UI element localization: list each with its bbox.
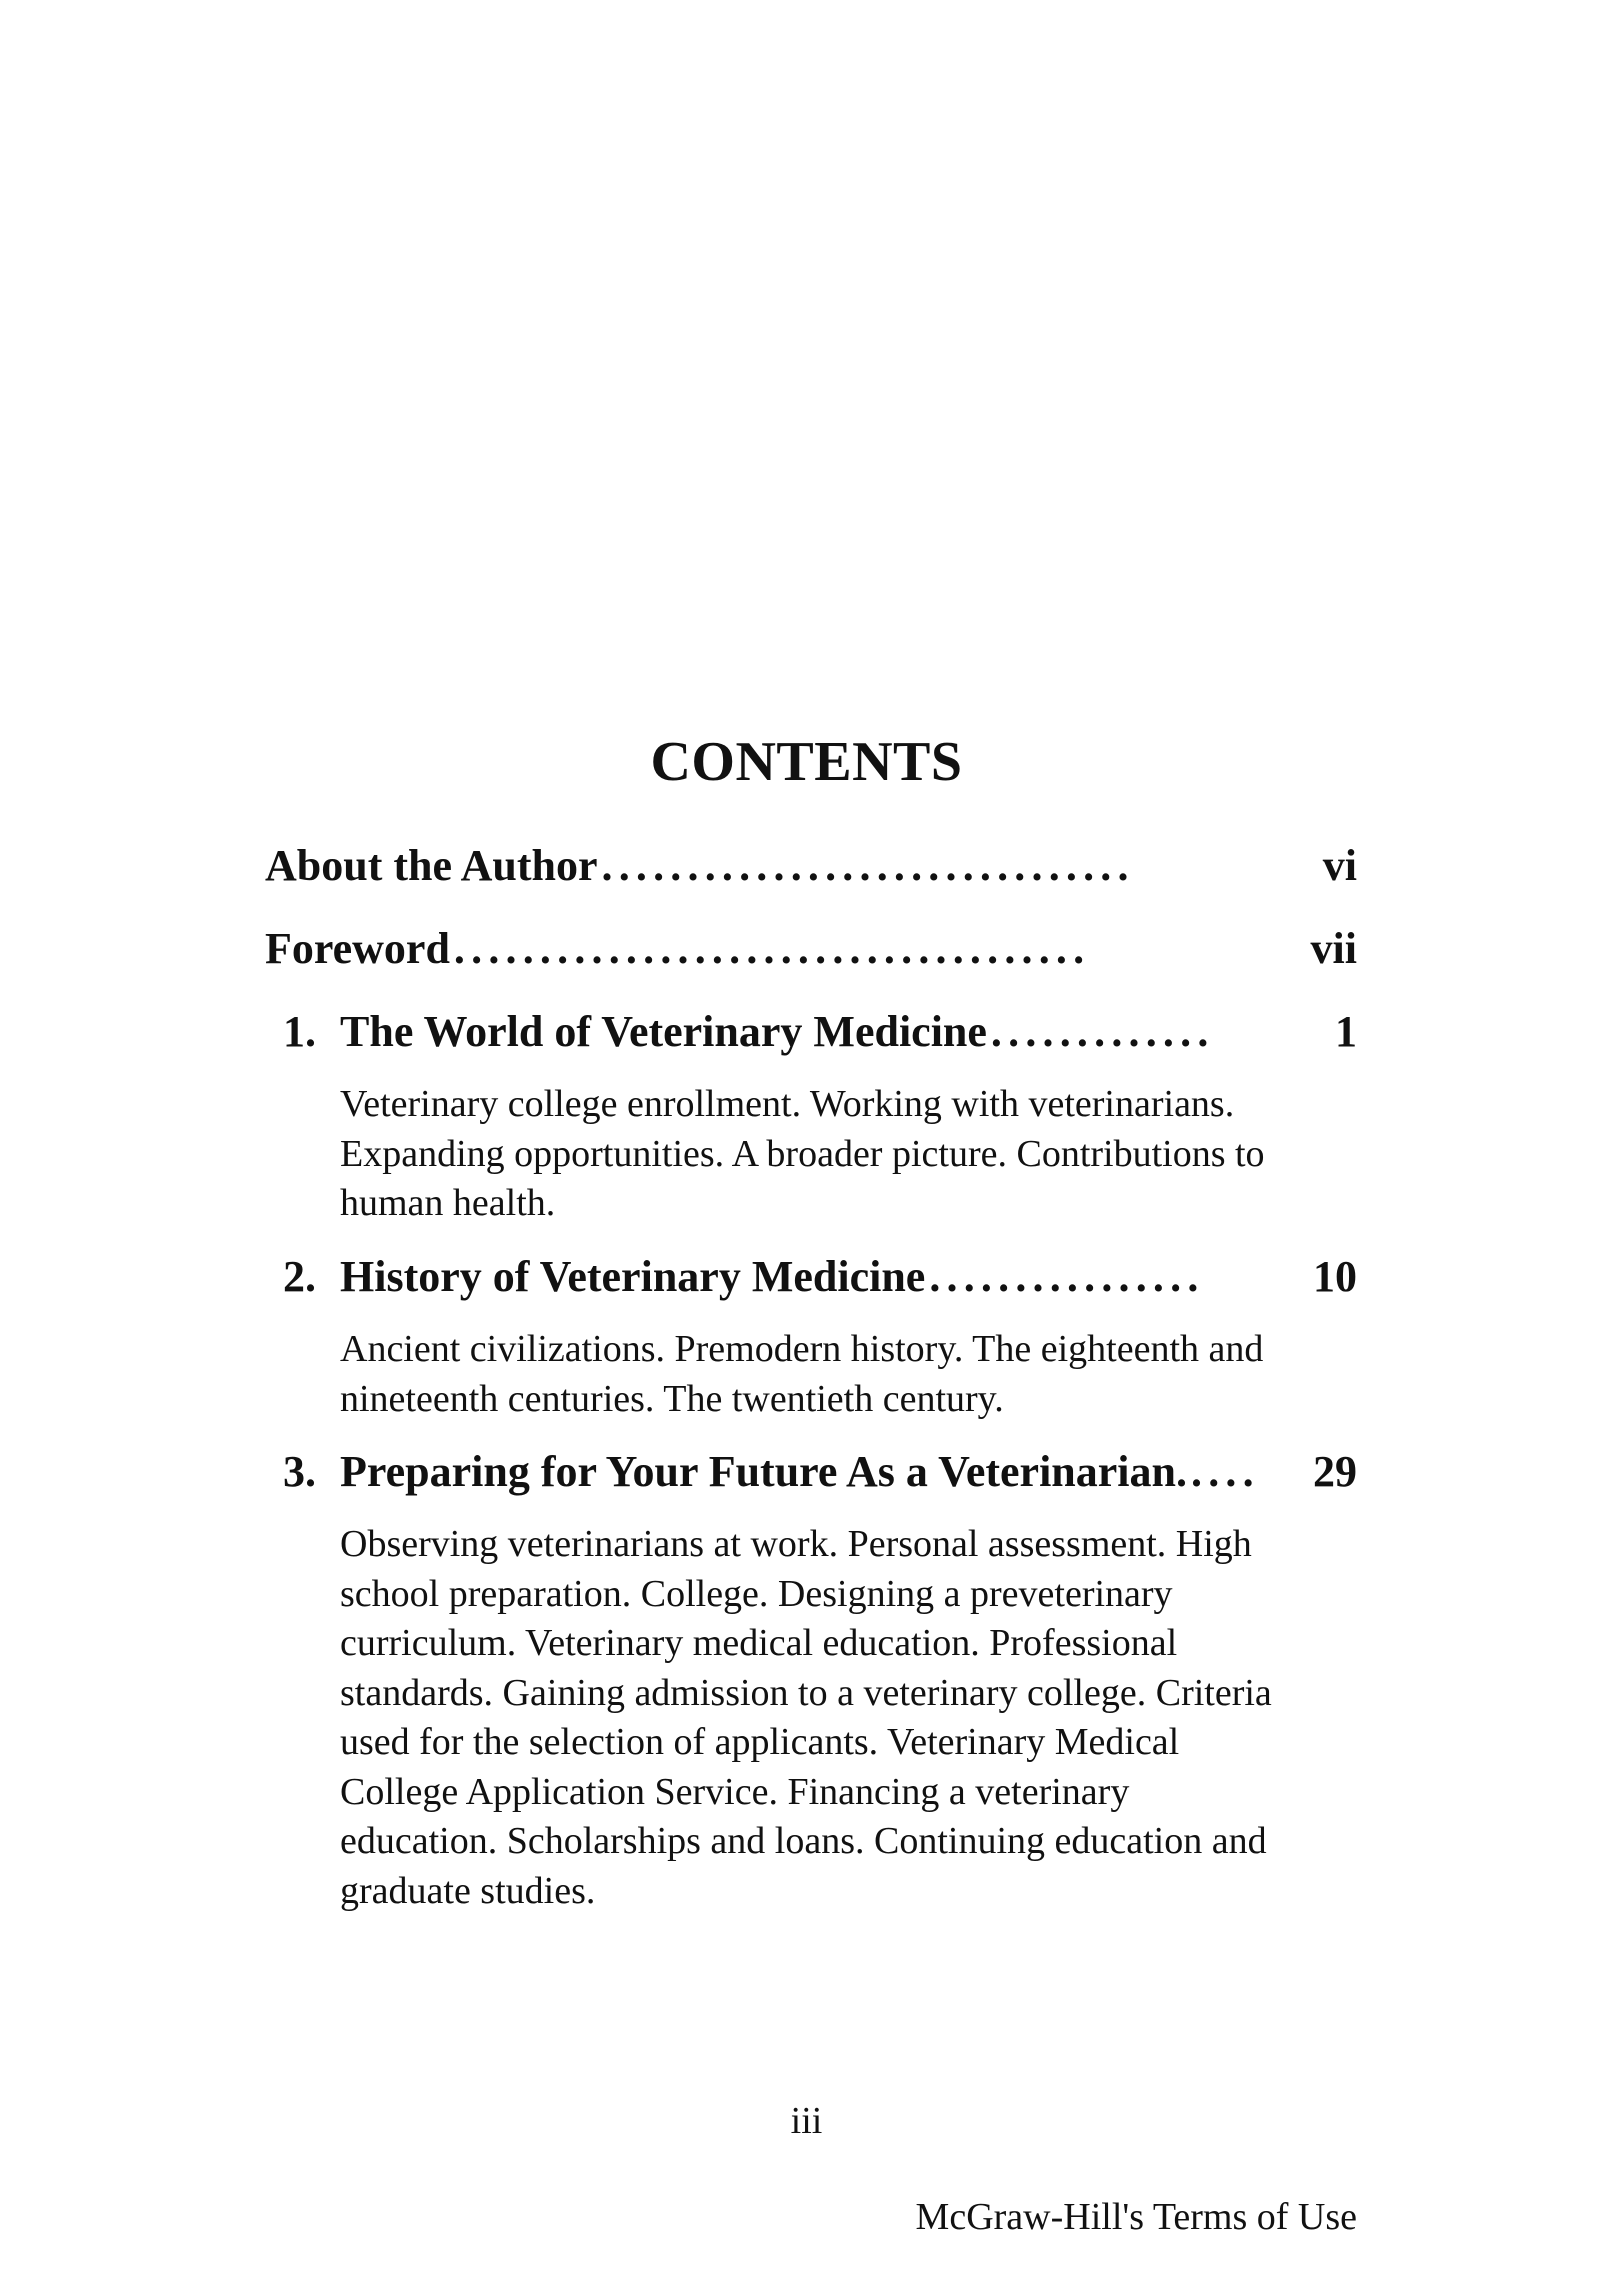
description-line: Expanding opportunities. A broader picture. Contributions to <box>340 1132 1265 1175</box>
page-number: iii <box>790 2100 823 2142</box>
toc-entry-chapter-1[interactable] <box>283 1006 1357 1058</box>
dot-leader: ............................... <box>601 841 1135 890</box>
toc-entry-chapter-3[interactable] <box>283 1446 1357 1498</box>
toc-page-number: vii <box>1310 924 1357 973</box>
chapter-title: Preparing for Your Future As a Veterinarian. <box>340 1447 1187 1496</box>
chapter-title: The World of Veterinary Medicine <box>340 1007 987 1056</box>
description-line: Veterinary college enrollment. Working with veterinarians. <box>340 1083 1235 1125</box>
description-line: education. Scholarships and loans. Continuing education and <box>340 1820 1267 1862</box>
chapter-description <box>340 1080 1360 1229</box>
toc-entry-label: About the Author <box>265 841 598 890</box>
chapter-description <box>340 1325 1360 1424</box>
dot-leader: ................ <box>929 1252 1205 1301</box>
toc-entry-chapter-2[interactable] <box>283 1251 1357 1303</box>
description-line: Ancient civilizations. Premodern history. The eighteenth and <box>340 1328 1264 1370</box>
toc-entry-foreword[interactable] <box>265 923 1357 975</box>
chapter-number: 3. <box>283 1447 316 1496</box>
chapter-number: 2. <box>283 1252 316 1301</box>
description-line: Observing veterinarians at work. Personal assessment. High <box>340 1523 1252 1565</box>
chapter-number: 1. <box>283 1007 316 1056</box>
chapter-description <box>340 1520 1360 1916</box>
toc-page-number: 29 <box>1313 1447 1357 1496</box>
toc-page-number: 1 <box>1335 1007 1357 1056</box>
dot-leader: .... <box>1191 1447 1260 1496</box>
dot-leader: ............. <box>990 1007 1215 1056</box>
terms-of-use-link[interactable]: McGraw-Hill's Terms of Use <box>915 2196 1357 2238</box>
description-line: human health. <box>340 1182 556 1224</box>
description-line: used for the selection of applicants. Veterinary Medical <box>340 1721 1180 1763</box>
page-title: CONTENTS <box>650 731 963 793</box>
toc-entry-label: Foreword <box>265 924 450 973</box>
description-line: curriculum. Veterinary medical education. Professional <box>340 1622 1178 1664</box>
dot-leader: ..................................... <box>453 924 1091 973</box>
toc-entry-about-the-author[interactable] <box>265 840 1357 892</box>
description-line: graduate studies. <box>340 1869 596 1912</box>
toc-page-number: vi <box>1322 841 1357 890</box>
description-line: standards. Gaining admission to a veterinary college. Criteria <box>340 1671 1272 1714</box>
chapter-title: History of Veterinary Medicine <box>340 1252 926 1301</box>
description-line: nineteenth centuries. The twentieth century. <box>340 1377 1004 1420</box>
toc-page-number: 10 <box>1313 1252 1357 1301</box>
description-line: College Application Service. Financing a veterinary <box>340 1770 1130 1813</box>
description-line: school preparation. College. Designing a preveterinary <box>340 1572 1173 1615</box>
